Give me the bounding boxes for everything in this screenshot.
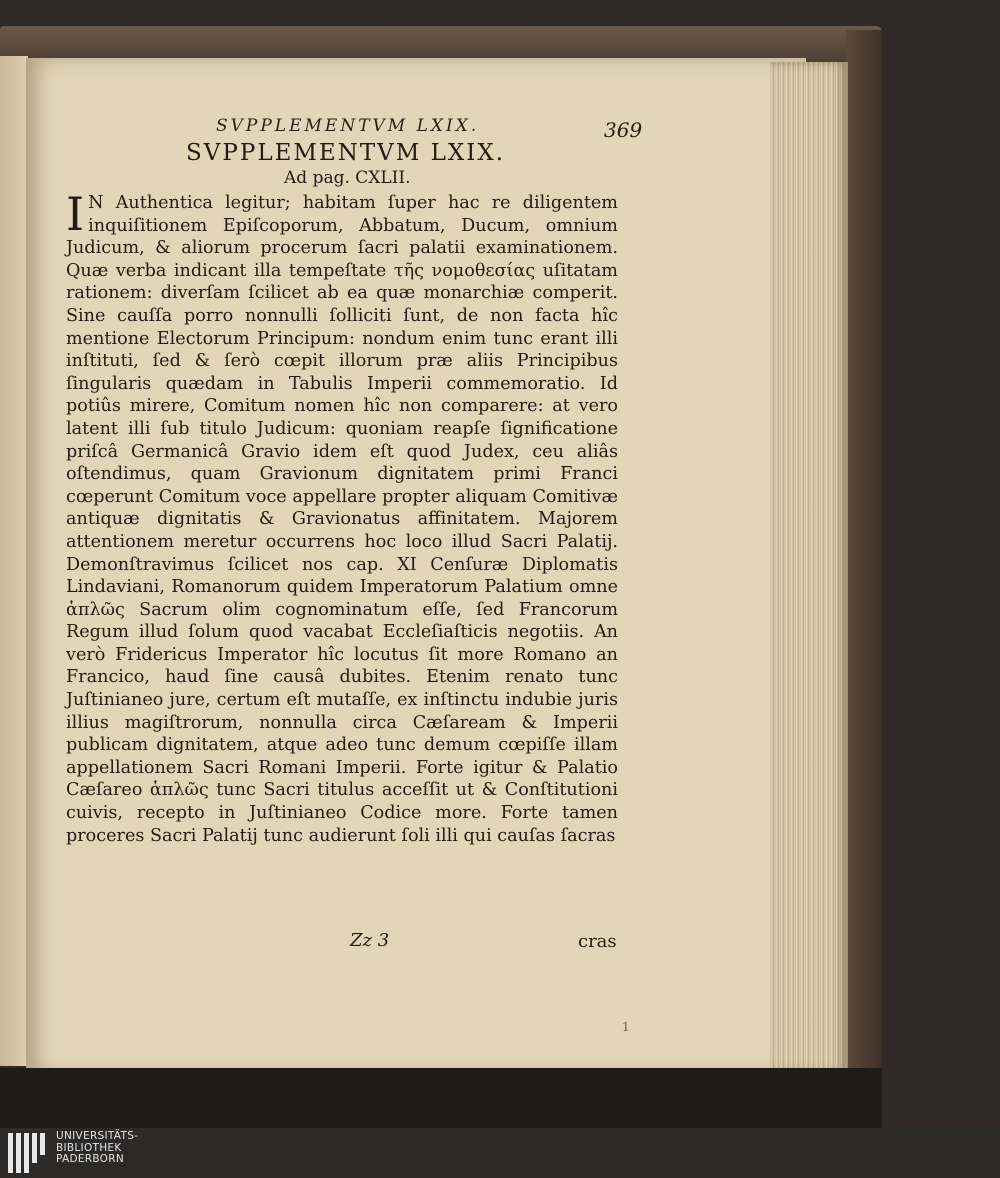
drop-capital: I — [66, 187, 85, 241]
footer-bar — [0, 1128, 1000, 1178]
library-line-1: UNIVERSITÄTS- — [56, 1130, 139, 1142]
margin-mark: 1 — [622, 1020, 630, 1034]
library-line-2: BIBLIOTHEK — [56, 1141, 122, 1154]
running-head: SVPPLEMENTVM LXIX. — [216, 116, 480, 136]
library-logo-icon — [8, 1133, 48, 1173]
signature-mark: Zz 3 — [350, 930, 390, 951]
left-page-edge — [0, 56, 28, 1066]
section-title: SVPPLEMENTVM LXIX. — [186, 140, 506, 166]
body-text — [66, 187, 618, 847]
body-paragraph: N Authentica legitur; habitam ſuper hac re diligentem inquiſitionem Epiſcoporum, Abbatum, Ducum, omnium Judicum, & aliorum procerum ſacri palatii examinationem. Quæ verba indicant illa tempeſtate τῆς νομοθεσίας uſitatam rationem: diverſam ſcilicet ab ea quæ monarchiæ comperit. Sine cauſſa porro nonnulli ſolliciti ſunt, de non facta hîc mentione Electorum Principum: nondum enim tunc erant illi inſtituti, ſed & ſerò cœpit illorum præ aliis Principibus ſingularis quædam in Tabulis Imperii commemoratio. Id potiûs mirere, Comitum nomen hîc non comparere: at vero latent illi ſub titulo Judicum: quoniam reapſe ſignificatione priſcâ Germanicâ Gravio idem eſt quod Judex, ceu aliâs oſtendimus, quam Gravionum dignitatem primi Franci cœperunt Comitum voce appellare propter aliquam Comitivæ antiquæ dignitatis & Gravionatus affinitatem. Majorem attentionem meretur occurrens hoc loco illud Sacri Palatij. Demonſtravimus ſcilicet nos cap. XI Cenſuræ Diplomatis Lindaviani, Romanorum quidem Imperatorum Palatium omne ἁπλῶς Sacrum olim cognominatum eſſe, ſed Francorum Regum illud ſolum quod vacabat Eccleſiaſticis negotiis. An verò Fridericus Imperator hîc locutus ſit more Romano an Francico, haud ſine causâ dubites. Etenim renato tunc Juſtinianeo jure, certum eſt mutaſſe, ex inſtinctu indubie juris illius magiſtrorum, nonnulla circa Cæſaream & Imperii publicam dignitatem, atque adeo tunc demum cœpiſſe illam appellationem Sacri Romani Imperii. Forte igitur & Palatio Cæſareo ἁπλῶς tunc Sacri titulus acceſſit ut & Conſtitutioni cuivis, recepto in Juſtinianeo Codice more. Forte tamen proceres Sacri Palatij tunc audierunt ſoli illi qui cauſas ſacras — [66, 193, 618, 846]
bottom-shadow — [0, 1068, 882, 1128]
section-subtitle: Ad pag. CXLII. — [284, 168, 411, 188]
library-name — [56, 1131, 138, 1166]
page-edges — [770, 62, 848, 1072]
library-line-3: PADERBORN — [56, 1153, 124, 1165]
catchword: cras — [578, 931, 617, 952]
page-number: 369 — [604, 118, 643, 142]
book-cover-right — [846, 30, 882, 1082]
